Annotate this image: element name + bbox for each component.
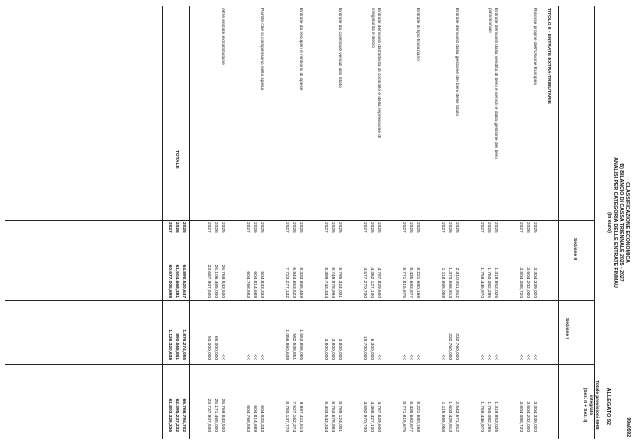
row-year: 2027: [284, 222, 289, 233]
row-year: 2026: [213, 222, 218, 233]
title-line: (in euro): [606, 212, 612, 233]
value-sezione2: 1.118.865,058: [440, 267, 445, 298]
value-sezione1: <<: [493, 354, 498, 360]
value-sezione1: 232.760,000: [447, 333, 452, 360]
value-sezione1: <<: [518, 354, 523, 360]
value-sezione1: <<: [525, 354, 530, 360]
value-totale: 604.833,333: [259, 405, 264, 432]
value-sezione1: 50.000,000: [206, 335, 211, 360]
value-totale: 3.804.088,720: [518, 401, 523, 432]
value-totale: 23.737.907,500: [206, 398, 211, 432]
value-totale: 1.318.853,026: [493, 401, 498, 432]
value-sezione1: <<: [220, 354, 225, 360]
value-sezione2: 2.310.911,912: [454, 267, 459, 298]
value-sezione1: 15.700,000: [362, 335, 367, 360]
row-year: 2025: [376, 222, 381, 233]
value-sezione1: 3.800,000: [337, 338, 342, 360]
value-sezione2: 1.370.668,913: [447, 267, 452, 298]
total-sezione2: 64.890.520,647: [181, 264, 186, 298]
row-label: Entrate derivanti dalla vendita di beni e servizi e dalla gestione dei beni: [493, 8, 498, 159]
row-year: 2025: [259, 222, 264, 233]
row-year: 2025: [493, 222, 498, 233]
value-sezione1: <<: [415, 354, 420, 360]
col-header-sezione2: Sezione II: [572, 238, 577, 261]
row-year: 2026: [291, 222, 296, 233]
row-year: 2026: [369, 222, 374, 233]
value-totale: 8.789.124,001: [337, 401, 342, 432]
value-sezione2: 604.768,583: [245, 271, 250, 298]
total-sezione2: 61.504.668,381: [174, 264, 179, 298]
value-sezione1: <<: [440, 354, 445, 360]
col-header-totale: (Sez. II + Sez. I): [582, 387, 587, 423]
value-sezione2: 604.814,689: [252, 271, 257, 298]
value-sezione1: 1.553.856,055: [298, 329, 303, 360]
value-totale: 7.527.162,374: [291, 401, 296, 432]
value-sezione2: 3.304.339,020: [532, 267, 537, 298]
value-totale: 8.221.680,168: [415, 401, 420, 432]
row-year: 2026: [408, 222, 413, 233]
value-totale: 604.768,583: [245, 405, 250, 432]
row-label: Entrate da recuperi e rimborsi di spese: [298, 8, 303, 91]
row-year: 2027: [323, 222, 328, 233]
value-sezione1: <<: [408, 354, 413, 360]
row-year: 2026: [330, 222, 335, 233]
row-year: 2027: [518, 222, 523, 233]
value-sezione2: 1.759.446,970: [479, 267, 484, 298]
row-label: Entrate derivanti dall'attività di controllo e della repressione di: [376, 8, 381, 138]
title-line: CLASSIFICAZIONE ECONOMICA: [624, 182, 630, 263]
col-rule-sez1: [5, 364, 595, 365]
value-totale: 8.780.137,770: [284, 401, 289, 432]
value-sezione1: <<: [479, 354, 484, 360]
row-label: Entrate derivanti dalla gestione dei beni dello Stato: [454, 8, 459, 117]
col-header-totale: integrato: [588, 394, 593, 416]
value-sezione2: 26.769.843,500: [220, 264, 225, 298]
total-top-rule: [189, 6, 190, 439]
value-sezione1: <<: [532, 354, 537, 360]
total-bottom-rule: [162, 6, 163, 439]
value-sezione2: 8.221.680,168: [415, 267, 420, 298]
value-sezione2: 7.723.277,132: [284, 267, 289, 298]
row-label: Risorse proprie dell'Unione Europea: [532, 8, 537, 85]
total-year: 2027: [167, 222, 172, 233]
value-sezione1: <<: [245, 354, 250, 360]
row-year: 2026: [447, 222, 452, 233]
value-sezione1: 232.760,000: [454, 333, 459, 360]
row-year: 2027: [479, 222, 484, 233]
value-sezione1: 65.000,000: [213, 335, 218, 360]
value-sezione2: 604.833,333: [259, 271, 264, 298]
value-sezione2: 3.604.202,000: [525, 267, 530, 298]
total-sezione1: 890.568,851: [174, 333, 179, 360]
row-year: 2025: [454, 222, 459, 233]
value-sezione2: 8.785.324,001: [337, 267, 342, 298]
row-year: 2027: [362, 222, 367, 233]
total-totale: 61.803.326,336: [167, 398, 172, 432]
value-sezione2: 8.399.743,334: [323, 267, 328, 298]
row-year: 2025: [532, 222, 537, 233]
value-totale: 8.435.693,877: [408, 401, 413, 432]
value-totale: 2.543.671,912: [454, 401, 459, 432]
value-totale: 4.592.970,700: [362, 401, 367, 432]
row-year: 2027: [206, 222, 211, 233]
row-label: patrimoniali: [487, 8, 492, 33]
value-sezione1: <<: [401, 354, 406, 360]
total-sezione1: 1.876.274,055: [181, 329, 186, 360]
value-sezione2: 8.333.865,459: [298, 267, 303, 298]
total-label: TOTALE: [174, 150, 179, 169]
row-year: 2026: [252, 222, 257, 233]
row-year: 2025: [415, 222, 420, 233]
row-year: 2026: [486, 222, 491, 233]
value-sezione2: 6.944.653,523: [291, 267, 296, 298]
value-sezione2: 3.804.088,720: [518, 267, 523, 298]
value-sezione2: 23.687.907,500: [206, 264, 211, 298]
value-sezione2: 4.577.270,700: [362, 267, 367, 298]
value-totale: 4.368.427,100: [369, 401, 374, 432]
col-rule-sez2: [5, 300, 595, 301]
allegato-label: ALLEGATO 92: [605, 387, 611, 425]
value-sezione2: 1.318.853,026: [493, 267, 498, 298]
value-sezione2: 1.760.082,285: [486, 267, 491, 298]
value-sezione1: 3.800,000: [323, 338, 328, 360]
header-bottom-rule: [558, 6, 559, 439]
col-rule-label: [5, 220, 595, 221]
value-sezione1: <<: [259, 354, 264, 360]
row-year: 2026: [525, 222, 530, 233]
row-label: Entrate di tipo finanziario: [415, 8, 420, 61]
row-year: 2025: [298, 222, 303, 233]
value-sezione2: 8.771.815,675: [401, 267, 406, 298]
value-totale: 9.887.411,514: [298, 401, 303, 432]
value-sezione2: 8.435.693,877: [408, 267, 413, 298]
value-sezione1: 6.300,000: [369, 338, 374, 360]
value-sezione1: 3.800,000: [330, 338, 335, 360]
doc-code: 99a0592: [625, 417, 631, 437]
row-year: 2027: [401, 222, 406, 233]
total-sezione1: 1.126.320,638: [167, 329, 172, 360]
row-label: Entrate da contributi versati allo Stato: [337, 8, 342, 88]
value-sezione1: <<: [252, 354, 257, 360]
row-year: 2027: [245, 222, 250, 233]
row-year: 2027: [440, 222, 445, 233]
value-totale: 3.304.339,020: [532, 401, 537, 432]
value-totale: 604.814,689: [252, 405, 257, 432]
value-totale: 8.771.815,675: [401, 401, 406, 432]
total-year: 2026: [174, 222, 179, 233]
title-line: B) BILANCIO DI CASSA TRIENNALE 2025 - 2027: [618, 163, 624, 282]
value-totale: 1.603.428,913: [447, 401, 452, 432]
row-year: 2025: [220, 222, 225, 233]
value-sezione1: 582.508,851: [291, 333, 296, 360]
value-totale: 8.753.678,994: [330, 401, 335, 432]
total-sezione2: 60.677.005,698: [167, 264, 172, 298]
title-line: ANALISI PER CATEGORIA DELLE ENTRATE FINMAU: [612, 157, 618, 288]
value-totale: 8.403.543,334: [323, 401, 328, 432]
row-label: Partite che si compensano nella spesa: [259, 8, 264, 91]
value-sezione1: 1.056.860,638: [284, 329, 289, 360]
row-label: Altre entrate extratributarie: [220, 8, 225, 65]
value-sezione2: 25.106.465,000: [213, 264, 218, 298]
value-sezione1: <<: [376, 354, 381, 360]
value-sezione2: 4.362.127,100: [369, 267, 374, 298]
row-label: irregolarità e illeciti: [370, 8, 375, 48]
total-totale: 66.766.794,702: [181, 398, 186, 432]
row-year: 2025: [337, 222, 342, 233]
value-totale: 1.118.865,058: [440, 401, 445, 432]
value-sezione2: 4.787.829,600: [376, 267, 381, 298]
value-sezione2: 8.749.878,994: [330, 267, 335, 298]
value-totale: 3.604.202,000: [525, 401, 530, 432]
col-header-sezione1: Sezione I: [564, 318, 569, 339]
value-totale: 25.171.465,000: [213, 398, 218, 432]
value-totale: 1.759.446,970: [479, 401, 484, 432]
value-totale: 1.760.082,285: [486, 401, 491, 432]
col-header-totale: Totale previsioni NHB: [594, 380, 599, 430]
value-sezione1: <<: [486, 354, 491, 360]
total-year: 2025: [181, 222, 186, 233]
total-totale: 62.395.237,232: [174, 398, 179, 432]
value-totale: 4.787.829,600: [376, 401, 381, 432]
row-label: TITOLO II - ENTRATE EXTRA-TRIBUTARIE: [546, 8, 551, 104]
value-totale: 26.769.843,500: [220, 398, 225, 432]
